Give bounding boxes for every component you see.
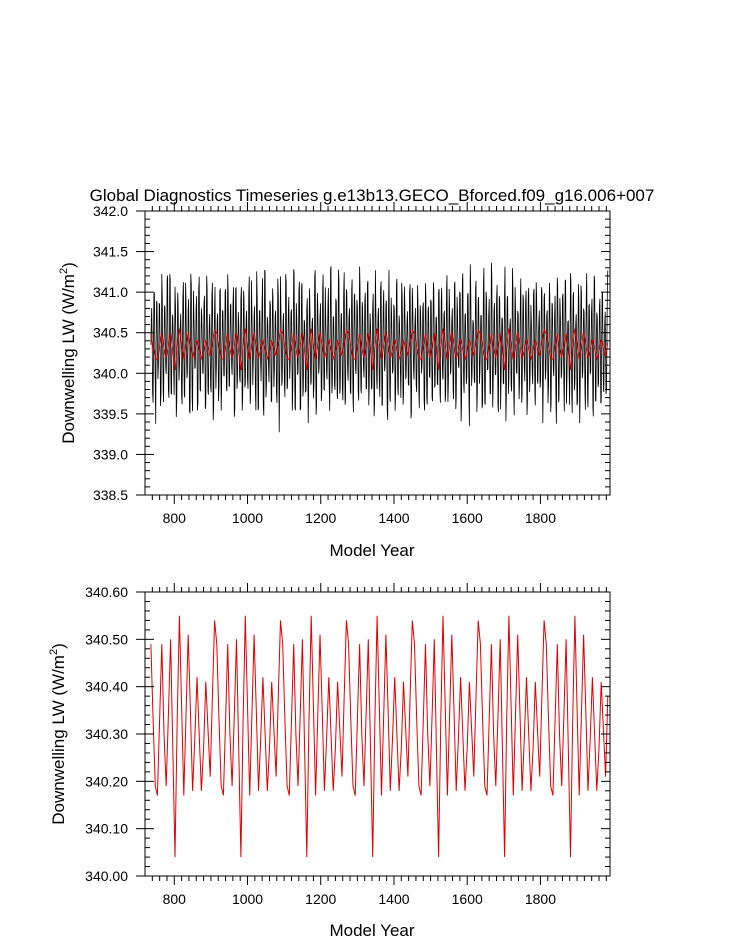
x-tick-label: 1000: [231, 891, 264, 907]
x-tick-label: 1000: [231, 510, 264, 526]
y-tick-label: 340.5: [92, 324, 128, 341]
x-tick-label: 1400: [378, 891, 410, 907]
y-tick-label: 340.60: [85, 584, 128, 600]
y-tick-label: 340.40: [85, 678, 128, 695]
bottom-x-axis-label: Model Year: [329, 921, 415, 940]
x-tick-label: 1800: [524, 891, 557, 907]
bottom-plot-area: [151, 616, 608, 857]
series-line-annual-mean: [151, 616, 608, 857]
x-tick-label: 800: [162, 891, 186, 907]
x-tick-label: 1200: [305, 510, 337, 526]
y-tick-label: 339.5: [92, 405, 128, 422]
top-chart: [58, 186, 654, 560]
bottom-y-axis-label-close: ): [49, 643, 68, 649]
top-y-axis-label-main: Downwelling LW (W/m: [59, 274, 78, 444]
x-tick-label: 1600: [451, 891, 483, 907]
top-chart-title: Global Diagnostics Timeseries g.e13b13.GECO_Bforced.f09_g16.006+007: [89, 186, 655, 205]
y-tick-label: 341.5: [92, 243, 128, 260]
x-tick-label: 1600: [451, 510, 483, 526]
y-tick-label: 338.5: [92, 487, 128, 503]
bottom-y-axis-label-main: Downwelling LW (W/m: [49, 655, 68, 825]
y-tick-label: 340.00: [85, 868, 128, 884]
y-tick-label: 341.0: [92, 284, 128, 301]
top-plot-area: [151, 263, 608, 433]
top-x-axis-label: Model Year: [329, 541, 415, 560]
y-tick-label: 340.50: [85, 631, 128, 648]
y-tick-label: 340.30: [85, 726, 128, 742]
bottom-y-axis-label-sup: 2: [48, 648, 60, 656]
y-tick-label: 340.10: [85, 820, 128, 837]
top-y-axis-label: [58, 262, 78, 444]
y-tick-label: 340.20: [85, 773, 128, 790]
top-y-axis-label-sup: 2: [58, 267, 70, 275]
x-tick-label: 1200: [305, 891, 337, 907]
y-tick-label: 342.0: [92, 203, 128, 219]
x-tick-label: 1800: [524, 510, 557, 526]
bottom-chart: [48, 583, 610, 940]
x-tick-label: 800: [162, 510, 186, 526]
x-tick-label: 1400: [378, 510, 410, 526]
bottom-y-axis-label: [48, 643, 68, 825]
y-tick-label: 340.0: [92, 365, 128, 382]
y-tick-label: 339.0: [92, 446, 128, 463]
top-y-axis-label-close: ): [59, 262, 78, 268]
